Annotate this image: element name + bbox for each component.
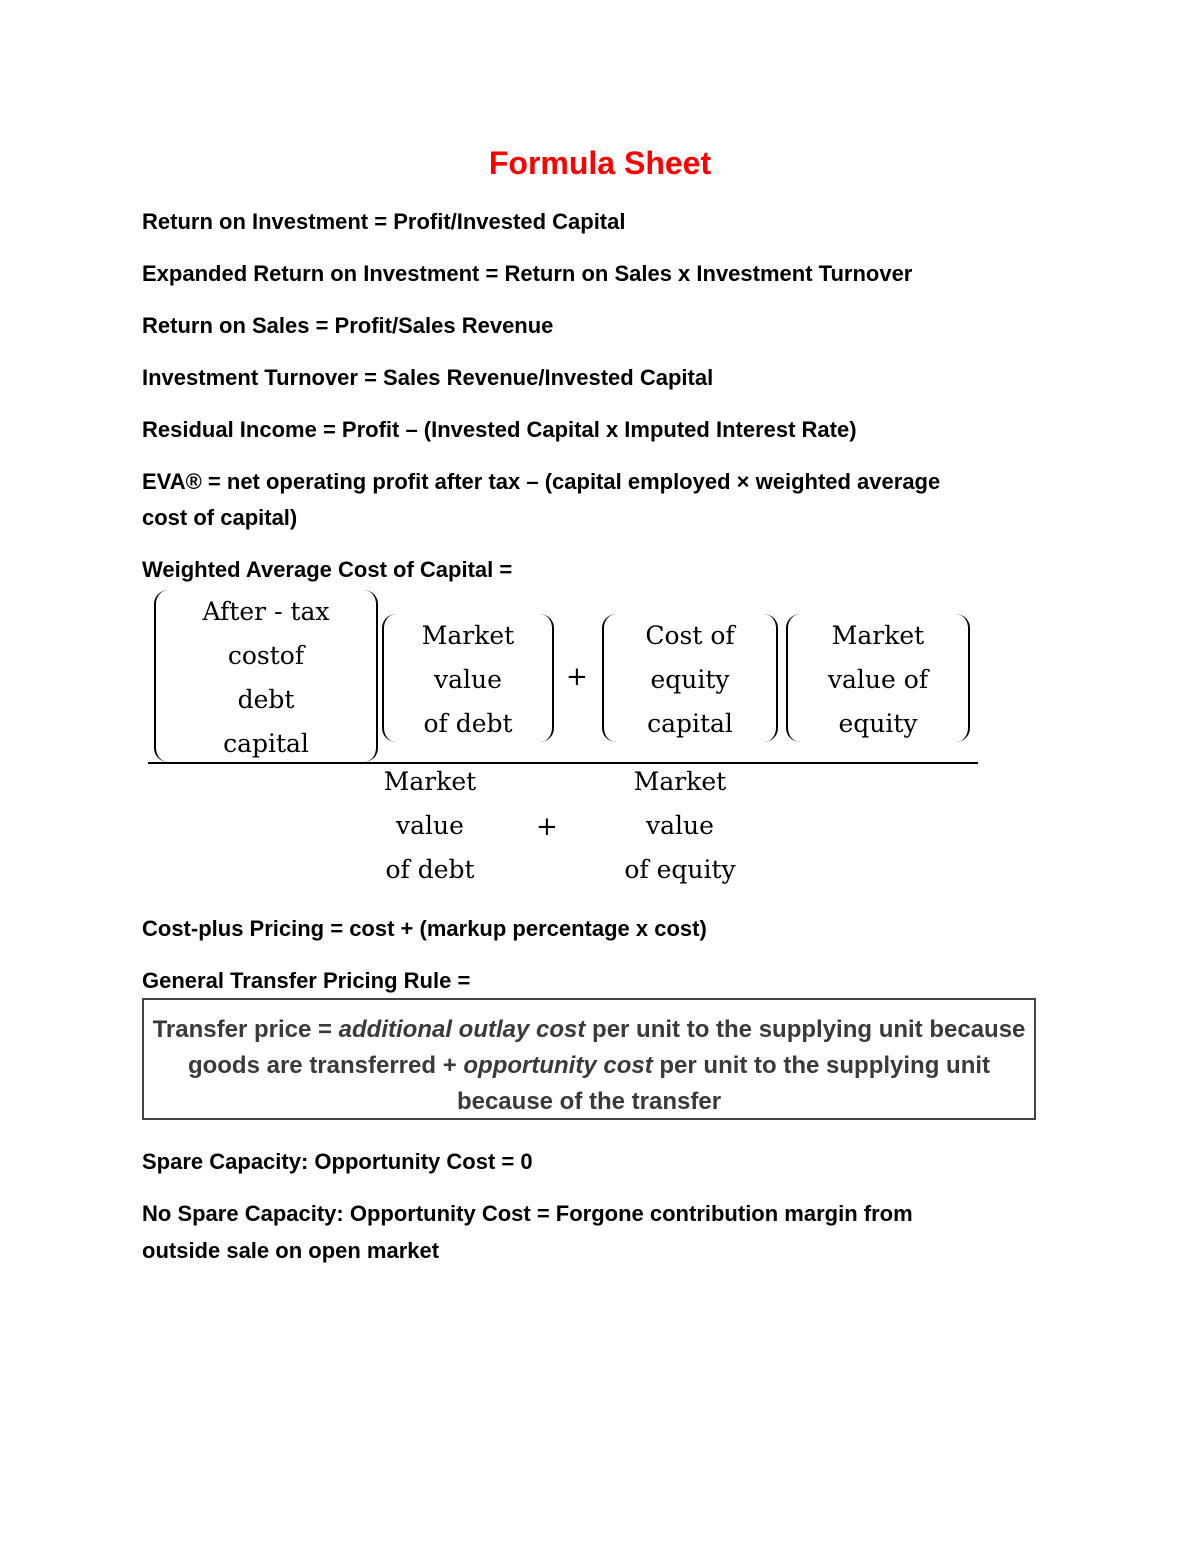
wacc-den1-line1: Market bbox=[383, 767, 477, 796]
wacc-term1-line3: debt bbox=[237, 685, 295, 714]
wacc-term2-line2: value bbox=[434, 665, 502, 694]
wacc-denominator-market-value-of-debt bbox=[344, 760, 516, 892]
eva-formula-line-2: cost of capital) bbox=[142, 505, 298, 530]
turnover-formula: Investment Turnover = Sales Revenue/Invested Capital bbox=[142, 365, 714, 390]
no-spare-capacity-rule-line-2: outside sale on open market bbox=[142, 1238, 440, 1263]
wacc-term4-line3: equity bbox=[838, 709, 918, 738]
wacc-formula bbox=[148, 590, 980, 890]
roi-formula: Return on Investment = Profit/Invested Capital bbox=[142, 209, 626, 234]
cost-plus-formula: Cost-plus Pricing = cost + (markup percentage x cost) bbox=[142, 916, 707, 941]
wacc-den2-line1: Market bbox=[633, 767, 727, 796]
no-spare-capacity-rule-line-1: No Spare Capacity: Opportunity Cost = Forgone contribution margin from bbox=[142, 1201, 913, 1226]
transfer-rule-part-1: Transfer price = bbox=[152, 1016, 339, 1043]
eva-formula-line-1: EVA® = net operating profit after tax – (capital employed × weighted average bbox=[142, 469, 941, 494]
wacc-plus-sign: + bbox=[566, 662, 588, 692]
wacc-den2-line2: value bbox=[646, 811, 714, 840]
wacc-denominator-market-value-of-equity bbox=[588, 760, 772, 892]
wacc-den1-line3: of debt bbox=[385, 855, 475, 884]
wacc-term4-line2: value of bbox=[827, 665, 929, 694]
wacc-term1-line1: After - tax bbox=[202, 597, 330, 626]
wacc-denominator-plus-sign: + bbox=[536, 812, 558, 842]
wacc-term-cost-of-equity-capital bbox=[604, 614, 776, 742]
wacc-term3-line2: equity bbox=[650, 665, 730, 694]
wacc-term-market-value-of-equity bbox=[788, 614, 968, 742]
wacc-term-market-value-of-debt bbox=[384, 614, 552, 742]
transfer-rule-opportunity-cost: opportunity cost bbox=[463, 1052, 653, 1079]
wacc-label: Weighted Average Cost of Capital = bbox=[142, 557, 513, 582]
wacc-term3-line1: Cost of bbox=[645, 621, 735, 650]
transfer-pricing-label: General Transfer Pricing Rule = bbox=[142, 968, 471, 993]
transfer-pricing-rule-box bbox=[142, 998, 1036, 1120]
wacc-term2-line1: Market bbox=[421, 621, 515, 650]
residual-income-formula: Residual Income = Profit – (Invested Capital x Imputed Interest Rate) bbox=[142, 417, 857, 442]
wacc-term-after-tax-cost-of-debt bbox=[156, 590, 376, 762]
wacc-term1-line4: capital bbox=[223, 729, 309, 758]
wacc-den1-line2: value bbox=[396, 811, 464, 840]
expanded-roi-formula: Expanded Return on Investment = Return on Sales x Investment Turnover bbox=[142, 261, 913, 286]
wacc-term2-line3: of debt bbox=[423, 709, 513, 738]
transfer-rule-part-5: per unit to the supplying unit because of the transfer bbox=[456, 1052, 991, 1115]
wacc-den2-line3: of equity bbox=[624, 855, 736, 884]
wacc-term3-line3: capital bbox=[647, 709, 733, 738]
page-title: Formula Sheet bbox=[488, 145, 712, 181]
transfer-rule-additional-outlay-cost: additional outlay cost bbox=[338, 1016, 586, 1043]
ros-formula: Return on Sales = Profit/Sales Revenue bbox=[142, 313, 554, 338]
wacc-term1-line2: costof bbox=[227, 641, 305, 670]
wacc-term4-line1: Market bbox=[831, 621, 925, 650]
wacc-fraction-bar bbox=[148, 762, 978, 764]
transfer-rule-part-3: per unit to the supplying unit because goods are transferred + bbox=[187, 1016, 1026, 1079]
spare-capacity-rule: Spare Capacity: Opportunity Cost = 0 bbox=[142, 1149, 533, 1174]
transfer-pricing-rule-text bbox=[144, 1000, 1034, 1120]
